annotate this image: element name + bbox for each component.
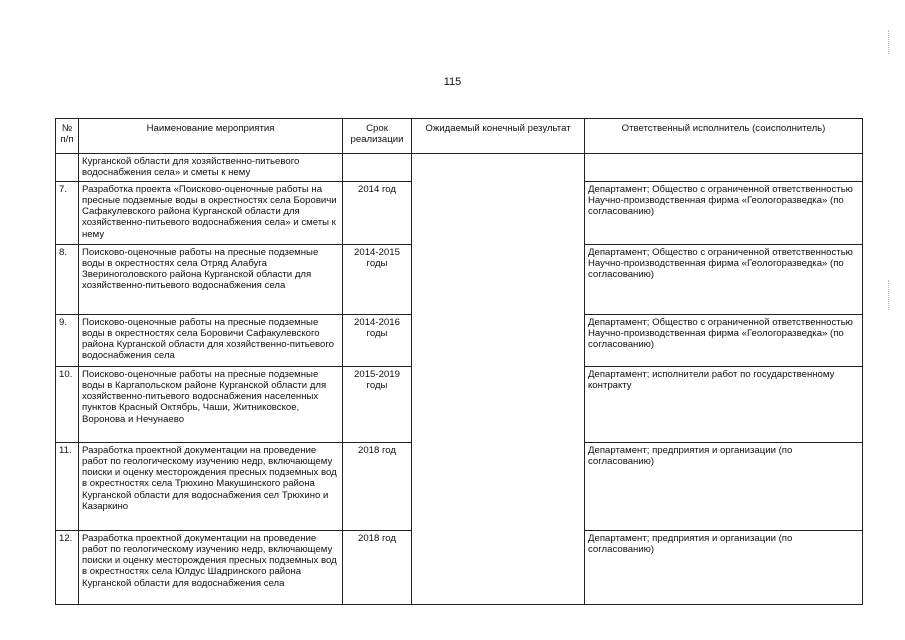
row-num: 10. <box>56 366 79 442</box>
row-term: 2018 год <box>343 442 412 530</box>
row-term: 2014-2015 годы <box>343 244 412 314</box>
row-num: 9. <box>56 314 79 366</box>
scan-edge-mark <box>888 280 890 310</box>
table-header-row <box>56 119 863 154</box>
row-name: Разработка проектной документации на проведение работ по геологическому изучению недр, включающему поиски и оценку месторождения пресных подземных вод в окрестностях села Трюхино Макушинского района Курганской области для водоснабжения сел Трюхино и Казаркино <box>79 442 343 530</box>
row-name: Разработка проекта «Поисково-оценочные работы на пресные подземные воды в окрестностях села Боровичи Сафакулевского района Курганской области для хозяйственно-питьевого водоснабжения села» и сметы к нему <box>79 181 343 244</box>
row-name: Поисково-оценочные работы на пресные подземные воды в окрестностях села Боровичи Сафакулевского района Курганской области для хозяйственно-питьевого водоснабжения села <box>79 314 343 366</box>
scan-edge-mark <box>888 30 890 54</box>
row-term: 2015-2019 годы <box>343 366 412 442</box>
header-executor: Ответственный исполнитель (соисполнитель) <box>585 119 863 154</box>
row-executor: Департамент; Общество с ограниченной ответственностью Научно-производственная фирма «Геологоразведка» (по согласованию) <box>585 244 863 314</box>
row-executor: Департамент; исполнители работ по государственному контракту <box>585 366 863 442</box>
row-term: 2018 год <box>343 530 412 604</box>
row-executor: Департамент; Общество с ограниченной ответственностью Научно-производственная фирма «Геологоразведка» (по согласованию) <box>585 314 863 366</box>
row-term: 2014-2016 годы <box>343 314 412 366</box>
row-num: 12. <box>56 530 79 604</box>
header-term: Срок реализации <box>343 119 412 154</box>
row-name: Курганской области для хозяйственно-питьевого водоснабжения села» и сметы к нему <box>79 154 343 182</box>
row-executor: Департамент; Общество с ограниченной ответственностью Научно-производственная фирма «Геологоразведка» (по согласованию) <box>585 181 863 244</box>
row-num: 8. <box>56 244 79 314</box>
activities-table <box>55 118 863 605</box>
row-executor: Департамент; предприятия и организации (по согласованию) <box>585 530 863 604</box>
header-num: № п/п <box>56 119 79 154</box>
header-result: Ожидаемый конечный результат <box>412 119 585 154</box>
row-num <box>56 154 79 182</box>
table-row <box>56 154 863 182</box>
row-num: 7. <box>56 181 79 244</box>
page-number: 115 <box>443 76 462 88</box>
row-term <box>343 154 412 182</box>
row-term: 2014 год <box>343 181 412 244</box>
row-name: Поисково-оценочные работы на пресные подземные воды в Каргапольском районе Курганской области для хозяйственно-питьевого водоснабжения населенных пунктов Красный Октябрь, Чаши, Житниковское, Воронова и Нечунаево <box>79 366 343 442</box>
row-executor: Департамент; предприятия и организации (по согласованию) <box>585 442 863 530</box>
row-num: 11. <box>56 442 79 530</box>
expected-result-cell <box>412 154 585 605</box>
row-executor <box>585 154 863 182</box>
header-name: Наименование мероприятия <box>79 119 343 154</box>
row-name: Разработка проектной документации на проведение работ по геологическому изучению недр, включающему поиски и оценку месторождения пресных подземных вод в окрестностях села Юлдус Шадринского района Курганской области для водоснабжения села <box>79 530 343 604</box>
row-name: Поисково-оценочные работы на пресные подземные воды в окрестностях села Отряд Алабуга Звериноголовского района Курганской области для хозяйственно-питьевого водоснабжения села <box>79 244 343 314</box>
